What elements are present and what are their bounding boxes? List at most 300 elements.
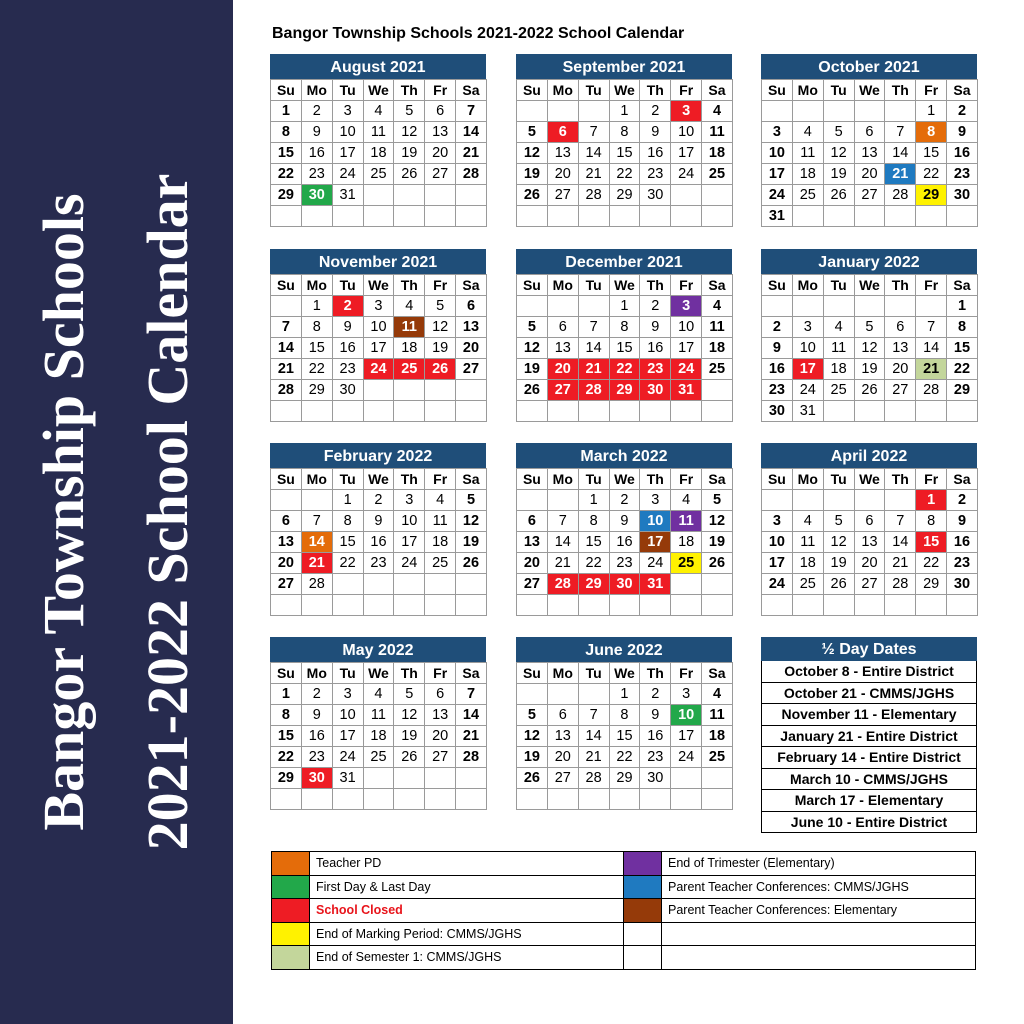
empty-day-cell — [671, 206, 702, 227]
day-cell: 31 — [332, 768, 363, 789]
day-cell: 4 — [702, 101, 733, 122]
empty-day-cell — [762, 490, 793, 511]
highlighted-day-cell: 30 — [640, 380, 671, 401]
day-cell: 19 — [823, 164, 854, 185]
month-grid — [516, 662, 733, 810]
day-cell: 12 — [425, 317, 456, 338]
week-row — [517, 726, 733, 747]
month-title: March 2022 — [516, 443, 732, 468]
day-cell: 11 — [363, 122, 394, 143]
day-cell: 3 — [640, 490, 671, 511]
empty-day-cell — [823, 296, 854, 317]
weekday-header: Sa — [947, 469, 978, 490]
empty-day-cell — [517, 206, 548, 227]
day-cell: 8 — [578, 511, 609, 532]
day-cell: 13 — [425, 705, 456, 726]
empty-day-cell — [425, 574, 456, 595]
highlighted-day-cell: 22 — [609, 359, 640, 380]
day-cell: 9 — [947, 122, 978, 143]
day-cell: 23 — [762, 380, 793, 401]
day-cell: 5 — [823, 122, 854, 143]
day-cell: 22 — [271, 747, 302, 768]
day-cell: 17 — [671, 726, 702, 747]
empty-day-cell — [301, 595, 332, 616]
day-cell: 12 — [823, 143, 854, 164]
empty-day-cell — [301, 401, 332, 422]
month-calendar — [516, 249, 732, 422]
week-row — [762, 380, 978, 401]
day-cell: 15 — [332, 532, 363, 553]
day-cell: 26 — [456, 553, 487, 574]
day-cell: 3 — [363, 296, 394, 317]
week-row — [517, 359, 733, 380]
week-row — [517, 101, 733, 122]
day-cell: 3 — [332, 684, 363, 705]
day-cell: 6 — [456, 296, 487, 317]
day-cell: 26 — [823, 185, 854, 206]
day-cell: 5 — [517, 122, 548, 143]
empty-day-cell — [854, 595, 885, 616]
day-cell: 22 — [578, 553, 609, 574]
weekday-header: We — [363, 80, 394, 101]
day-cell: 26 — [394, 164, 425, 185]
day-cell: 8 — [916, 511, 947, 532]
day-cell: 13 — [547, 143, 578, 164]
legend-swatch — [624, 852, 662, 876]
empty-day-cell — [517, 101, 548, 122]
empty-day-cell — [702, 401, 733, 422]
week-row — [271, 726, 487, 747]
empty-day-cell — [363, 789, 394, 810]
week-row — [271, 296, 487, 317]
highlighted-day-cell: 8 — [916, 122, 947, 143]
legend-label: End of Marking Period: CMMS/JGHS — [310, 922, 624, 946]
legend-label: First Day & Last Day — [310, 875, 624, 899]
day-cell: 17 — [332, 726, 363, 747]
empty-day-cell — [916, 595, 947, 616]
week-row — [517, 338, 733, 359]
empty-day-cell — [425, 768, 456, 789]
month-grid — [270, 79, 487, 227]
legend-label: End of Trimester (Elementary) — [662, 852, 976, 876]
day-cell: 4 — [671, 490, 702, 511]
day-cell: 26 — [517, 768, 548, 789]
weekday-header: Mo — [792, 275, 823, 296]
day-cell: 19 — [425, 338, 456, 359]
weekday-header: Su — [271, 275, 302, 296]
day-cell: 18 — [702, 726, 733, 747]
empty-day-cell — [640, 206, 671, 227]
week-row — [271, 317, 487, 338]
day-cell: 18 — [823, 359, 854, 380]
day-cell: 23 — [947, 164, 978, 185]
week-row — [271, 143, 487, 164]
day-cell: 16 — [640, 143, 671, 164]
highlighted-day-cell: 30 — [301, 185, 332, 206]
day-cell: 4 — [425, 490, 456, 511]
day-cell: 26 — [854, 380, 885, 401]
empty-day-cell — [885, 401, 916, 422]
day-cell: 16 — [301, 143, 332, 164]
day-cell: 17 — [363, 338, 394, 359]
day-cell: 27 — [425, 164, 456, 185]
day-cell: 3 — [762, 511, 793, 532]
empty-day-cell — [332, 206, 363, 227]
day-cell: 16 — [640, 338, 671, 359]
day-cell: 28 — [916, 380, 947, 401]
empty-day-cell — [578, 296, 609, 317]
day-cell: 4 — [363, 101, 394, 122]
weekday-header: We — [609, 80, 640, 101]
highlighted-day-cell: 23 — [640, 359, 671, 380]
day-cell: 15 — [271, 726, 302, 747]
day-cell: 6 — [547, 705, 578, 726]
day-cell: 30 — [640, 185, 671, 206]
week-row — [762, 401, 978, 422]
day-cell: 14 — [885, 532, 916, 553]
empty-day-cell — [640, 401, 671, 422]
day-cell: 2 — [640, 296, 671, 317]
month-grid — [761, 274, 978, 422]
day-cell: 8 — [609, 705, 640, 726]
day-cell: 20 — [547, 747, 578, 768]
month-calendar — [270, 249, 486, 422]
week-row — [762, 553, 978, 574]
empty-day-cell — [671, 595, 702, 616]
day-cell: 5 — [517, 705, 548, 726]
week-row — [271, 574, 487, 595]
day-cell: 8 — [301, 317, 332, 338]
empty-day-cell — [425, 595, 456, 616]
legend-swatch — [272, 899, 310, 923]
day-cell: 10 — [363, 317, 394, 338]
empty-day-cell — [547, 101, 578, 122]
weekday-header: Mo — [547, 469, 578, 490]
week-row — [517, 574, 733, 595]
highlighted-day-cell: 6 — [547, 122, 578, 143]
day-cell: 4 — [363, 684, 394, 705]
legend-row — [272, 922, 976, 946]
day-cell: 26 — [517, 380, 548, 401]
day-cell: 29 — [947, 380, 978, 401]
month-calendar — [516, 443, 732, 616]
month-calendar — [761, 249, 977, 422]
day-cell: 25 — [792, 185, 823, 206]
legend-swatch — [272, 852, 310, 876]
empty-day-cell — [363, 206, 394, 227]
day-cell: 24 — [792, 380, 823, 401]
empty-day-cell — [578, 206, 609, 227]
day-cell: 30 — [947, 574, 978, 595]
day-cell: 17 — [762, 553, 793, 574]
day-cell: 20 — [456, 338, 487, 359]
empty-day-cell — [702, 185, 733, 206]
day-cell: 28 — [301, 574, 332, 595]
weekday-header: Tu — [578, 275, 609, 296]
weekday-header: Th — [394, 469, 425, 490]
day-cell: 18 — [702, 338, 733, 359]
month-title: April 2022 — [761, 443, 977, 468]
weekday-header: Th — [394, 275, 425, 296]
weekday-header: Fr — [671, 275, 702, 296]
week-row — [517, 317, 733, 338]
day-cell: 24 — [394, 553, 425, 574]
week-row — [271, 359, 487, 380]
highlighted-day-cell: 11 — [394, 317, 425, 338]
weekday-header: Fr — [671, 469, 702, 490]
weekday-header: Tu — [823, 80, 854, 101]
highlighted-day-cell: 17 — [640, 532, 671, 553]
legend-swatch — [624, 922, 662, 946]
month-title: November 2021 — [270, 249, 486, 274]
day-cell: 25 — [425, 553, 456, 574]
day-cell: 6 — [547, 317, 578, 338]
week-row — [517, 789, 733, 810]
day-cell: 6 — [854, 511, 885, 532]
legend-row — [272, 875, 976, 899]
day-cell: 24 — [332, 164, 363, 185]
empty-day-cell — [517, 595, 548, 616]
day-cell: 9 — [363, 511, 394, 532]
day-cell: 14 — [578, 338, 609, 359]
half-day-item: March 10 - CMMS/JGHS — [761, 769, 977, 791]
day-cell: 17 — [332, 143, 363, 164]
day-cell: 6 — [271, 511, 302, 532]
day-cell: 13 — [517, 532, 548, 553]
day-cell: 6 — [885, 317, 916, 338]
month-grid — [761, 468, 978, 616]
empty-day-cell — [854, 401, 885, 422]
day-cell: 8 — [271, 122, 302, 143]
day-cell: 24 — [640, 553, 671, 574]
empty-day-cell — [547, 206, 578, 227]
week-row — [762, 338, 978, 359]
day-cell: 15 — [578, 532, 609, 553]
week-row — [271, 185, 487, 206]
weekday-header: We — [363, 469, 394, 490]
day-cell: 7 — [916, 317, 947, 338]
day-cell: 22 — [947, 359, 978, 380]
week-row — [517, 532, 733, 553]
day-cell: 24 — [762, 185, 793, 206]
week-row — [271, 164, 487, 185]
week-row — [762, 101, 978, 122]
empty-day-cell — [578, 595, 609, 616]
half-day-item: October 8 - Entire District — [761, 661, 977, 683]
weekday-header: Fr — [425, 469, 456, 490]
day-cell: 23 — [640, 747, 671, 768]
day-cell: 10 — [332, 705, 363, 726]
weekday-header: Fr — [671, 80, 702, 101]
week-row — [762, 164, 978, 185]
week-row — [271, 684, 487, 705]
weekday-header: Sa — [947, 80, 978, 101]
month-grid — [516, 79, 733, 227]
day-cell: 1 — [301, 296, 332, 317]
day-cell: 12 — [517, 338, 548, 359]
day-cell: 3 — [394, 490, 425, 511]
day-cell: 15 — [947, 338, 978, 359]
empty-day-cell — [332, 595, 363, 616]
empty-day-cell — [547, 296, 578, 317]
day-cell: 16 — [609, 532, 640, 553]
empty-day-cell — [671, 401, 702, 422]
day-cell: 7 — [456, 684, 487, 705]
day-cell: 16 — [332, 338, 363, 359]
week-row — [762, 206, 978, 227]
highlighted-day-cell: 15 — [916, 532, 947, 553]
day-cell: 18 — [792, 164, 823, 185]
day-cell: 7 — [456, 101, 487, 122]
highlighted-day-cell: 2 — [332, 296, 363, 317]
weekday-header: Tu — [332, 469, 363, 490]
weekday-header: Fr — [425, 80, 456, 101]
week-row — [517, 401, 733, 422]
month-title: September 2021 — [516, 54, 732, 79]
day-cell: 16 — [301, 726, 332, 747]
day-cell: 9 — [301, 122, 332, 143]
weekday-header: We — [609, 469, 640, 490]
day-cell: 2 — [640, 684, 671, 705]
week-row — [271, 490, 487, 511]
highlighted-day-cell: 30 — [301, 768, 332, 789]
legend-row — [272, 852, 976, 876]
legend-label: End of Semester 1: CMMS/JGHS — [310, 946, 624, 970]
day-cell: 11 — [823, 338, 854, 359]
legend-swatch — [272, 946, 310, 970]
empty-day-cell — [792, 101, 823, 122]
empty-day-cell — [792, 296, 823, 317]
month-calendar — [270, 443, 486, 616]
day-cell: 20 — [885, 359, 916, 380]
empty-day-cell — [762, 296, 793, 317]
day-cell: 25 — [702, 164, 733, 185]
weekday-header: Sa — [702, 663, 733, 684]
empty-day-cell — [671, 574, 702, 595]
day-cell: 4 — [702, 684, 733, 705]
day-cell: 12 — [394, 705, 425, 726]
empty-day-cell — [578, 684, 609, 705]
weekday-header: Mo — [547, 663, 578, 684]
weekday-header: Su — [517, 80, 548, 101]
week-row — [762, 143, 978, 164]
week-row — [762, 359, 978, 380]
day-cell: 10 — [762, 532, 793, 553]
empty-day-cell — [609, 401, 640, 422]
day-cell: 2 — [301, 101, 332, 122]
highlighted-day-cell: 26 — [425, 359, 456, 380]
day-cell: 16 — [762, 359, 793, 380]
empty-day-cell — [363, 185, 394, 206]
empty-day-cell — [823, 101, 854, 122]
day-cell: 7 — [271, 317, 302, 338]
day-cell: 13 — [271, 532, 302, 553]
day-cell: 19 — [823, 553, 854, 574]
weekday-header: Fr — [425, 275, 456, 296]
legend-swatch — [272, 875, 310, 899]
legend-label: Parent Teacher Conferences: Elementary — [662, 899, 976, 923]
day-cell: 28 — [885, 185, 916, 206]
empty-day-cell — [456, 380, 487, 401]
month-grid — [761, 79, 978, 227]
day-cell: 14 — [547, 532, 578, 553]
day-cell: 22 — [301, 359, 332, 380]
highlighted-day-cell: 28 — [547, 574, 578, 595]
day-cell: 27 — [854, 574, 885, 595]
day-cell: 15 — [609, 143, 640, 164]
day-cell: 6 — [517, 511, 548, 532]
day-cell: 9 — [609, 511, 640, 532]
day-cell: 30 — [332, 380, 363, 401]
month-calendar — [516, 54, 732, 227]
empty-day-cell — [792, 595, 823, 616]
legend-label: Parent Teacher Conferences: CMMS/JGHS — [662, 875, 976, 899]
highlighted-day-cell: 3 — [671, 101, 702, 122]
day-cell: 19 — [702, 532, 733, 553]
day-cell: 27 — [547, 185, 578, 206]
empty-day-cell — [517, 490, 548, 511]
day-cell: 4 — [702, 296, 733, 317]
empty-day-cell — [301, 789, 332, 810]
day-cell: 27 — [885, 380, 916, 401]
weekday-header: Mo — [547, 275, 578, 296]
day-cell: 14 — [456, 705, 487, 726]
empty-day-cell — [394, 789, 425, 810]
weekday-header: Fr — [916, 80, 947, 101]
day-cell: 15 — [301, 338, 332, 359]
week-row — [762, 595, 978, 616]
day-cell: 10 — [394, 511, 425, 532]
week-row — [517, 122, 733, 143]
half-day-item: January 21 - Entire District — [761, 726, 977, 748]
weekday-header: Th — [394, 663, 425, 684]
week-row — [271, 768, 487, 789]
empty-day-cell — [885, 296, 916, 317]
day-cell: 18 — [394, 338, 425, 359]
day-cell: 28 — [885, 574, 916, 595]
weekday-header: We — [609, 663, 640, 684]
half-day-list — [761, 661, 977, 833]
empty-day-cell — [547, 401, 578, 422]
day-cell: 25 — [792, 574, 823, 595]
highlighted-day-cell: 3 — [671, 296, 702, 317]
day-cell: 9 — [640, 122, 671, 143]
week-row — [762, 490, 978, 511]
day-cell: 1 — [271, 684, 302, 705]
empty-day-cell — [947, 595, 978, 616]
day-cell: 27 — [456, 359, 487, 380]
month-grid — [270, 274, 487, 422]
highlighted-day-cell: 20 — [547, 359, 578, 380]
day-cell: 9 — [640, 705, 671, 726]
day-cell: 21 — [271, 359, 302, 380]
day-cell: 23 — [332, 359, 363, 380]
weekday-header: Sa — [456, 663, 487, 684]
empty-day-cell — [702, 206, 733, 227]
day-cell: 28 — [271, 380, 302, 401]
day-cell: 11 — [792, 532, 823, 553]
empty-day-cell — [456, 789, 487, 810]
half-day-item: November 11 - Elementary — [761, 704, 977, 726]
day-cell: 29 — [271, 768, 302, 789]
empty-day-cell — [332, 574, 363, 595]
empty-day-cell — [702, 595, 733, 616]
weekday-header: Tu — [823, 469, 854, 490]
empty-day-cell — [394, 595, 425, 616]
weekday-header: Sa — [702, 469, 733, 490]
month-grid — [516, 274, 733, 422]
day-cell: 18 — [702, 143, 733, 164]
